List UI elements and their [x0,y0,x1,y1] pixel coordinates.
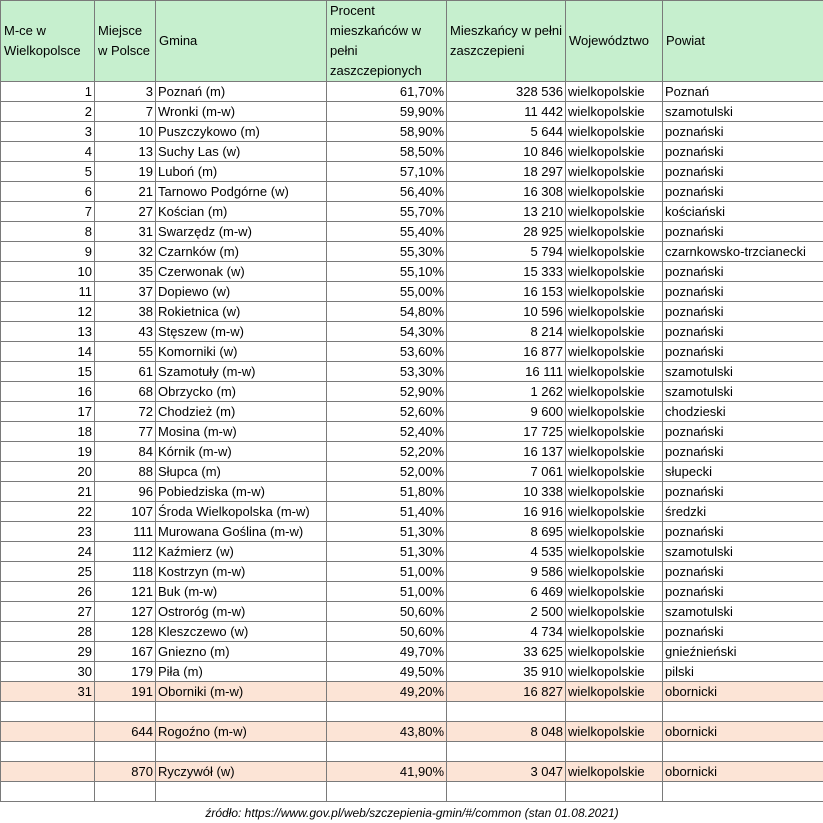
cell-gmina[interactable]: Wronki (m-w) [156,102,327,122]
cell-voivodeship[interactable]: wielkopolskie [566,502,663,522]
cell-rank-poland[interactable]: 96 [95,482,156,502]
cell-voivodeship[interactable]: wielkopolskie [566,302,663,322]
cell-voivodeship[interactable]: wielkopolskie [566,102,663,122]
table-row [1,322,823,342]
cell-rank-wielkopolska[interactable] [1,762,95,782]
cell-percent[interactable] [327,702,447,722]
cell-percent[interactable] [327,742,447,762]
cell-county[interactable] [663,742,823,762]
cell-county[interactable]: poznański [663,262,823,282]
cell-county[interactable]: średzki [663,502,823,522]
cell-rank-poland[interactable]: 112 [95,542,156,562]
cell-percent[interactable]: 41,90% [327,762,447,782]
blank-row [1,782,823,802]
cell-voivodeship[interactable]: wielkopolskie [566,82,663,102]
cell-rank-poland[interactable]: 3 [95,82,156,102]
cell-rank-wielkopolska[interactable]: 3 [1,122,95,142]
cell-percent[interactable]: 59,90% [327,102,447,122]
table-row [1,582,823,602]
table-row [1,182,823,202]
cell-percent[interactable]: 56,40% [327,182,447,202]
cell-voivodeship[interactable]: wielkopolskie [566,562,663,582]
cell-percent[interactable]: 55,00% [327,282,447,302]
cell-percent[interactable]: 55,40% [327,222,447,242]
cell-vaccinated[interactable]: 10 596 [447,302,566,322]
header-county[interactable]: Powiat [663,1,823,82]
cell-gmina[interactable]: Murowana Goślina (m-w) [156,522,327,542]
cell-percent[interactable]: 49,50% [327,662,447,682]
cell-county[interactable]: chodzieski [663,402,823,422]
cell-gmina[interactable]: Słupca (m) [156,462,327,482]
table-row [1,282,823,302]
cell-gmina[interactable]: Kaźmierz (w) [156,542,327,562]
cell-county[interactable]: poznański [663,562,823,582]
cell-gmina[interactable]: Stęszew (m-w) [156,322,327,342]
table-row [1,262,823,282]
cell-rank-poland[interactable]: 21 [95,182,156,202]
cell-gmina[interactable]: Szamotuły (m-w) [156,362,327,382]
cell-vaccinated[interactable]: 10 338 [447,482,566,502]
cell-vaccinated[interactable]: 13 210 [447,202,566,222]
cell-county[interactable] [663,782,823,802]
cell-voivodeship[interactable]: wielkopolskie [566,722,663,742]
cell-gmina[interactable]: Czarnków (m) [156,242,327,262]
cell-voivodeship[interactable] [566,782,663,802]
cell-county[interactable]: poznański [663,162,823,182]
cell-vaccinated[interactable]: 8 048 [447,722,566,742]
cell-county[interactable]: poznański [663,442,823,462]
cell-rank-poland[interactable]: 38 [95,302,156,322]
cell-vaccinated[interactable] [447,782,566,802]
cell-voivodeship[interactable]: wielkopolskie [566,462,663,482]
cell-rank-poland[interactable]: 179 [95,662,156,682]
header-vaccinated[interactable]: Mieszkańcy w pełni zaszczepieni [447,1,566,82]
cell-vaccinated[interactable]: 4 734 [447,622,566,642]
cell-gmina[interactable]: Kościan (m) [156,202,327,222]
cell-rank-wielkopolska[interactable]: 25 [1,562,95,582]
table-row [1,242,823,262]
table-body [1,82,823,802]
table-row [1,722,823,742]
table-row [1,382,823,402]
cell-voivodeship[interactable]: wielkopolskie [566,422,663,442]
cell-county[interactable]: Poznań [663,82,823,102]
cell-rank-poland[interactable]: 61 [95,362,156,382]
table-row [1,482,823,502]
cell-voivodeship[interactable] [566,742,663,762]
cell-gmina[interactable]: Pobiedziska (m-w) [156,482,327,502]
cell-voivodeship[interactable]: wielkopolskie [566,142,663,162]
cell-gmina[interactable]: Puszczykowo (m) [156,122,327,142]
cell-county[interactable]: poznański [663,282,823,302]
cell-rank-wielkopolska[interactable]: 23 [1,522,95,542]
cell-rank-wielkopolska[interactable] [1,722,95,742]
cell-percent[interactable]: 55,70% [327,202,447,222]
cell-rank-poland[interactable]: 37 [95,282,156,302]
cell-rank-wielkopolska[interactable]: 17 [1,402,95,422]
cell-vaccinated[interactable]: 16 827 [447,682,566,702]
cell-gmina[interactable]: Czerwonak (w) [156,262,327,282]
cell-county[interactable]: szamotulski [663,542,823,562]
cell-percent[interactable] [327,782,447,802]
cell-rank-poland[interactable]: 84 [95,442,156,462]
cell-percent[interactable]: 53,30% [327,362,447,382]
cell-percent[interactable]: 52,40% [327,422,447,442]
cell-gmina[interactable]: Ostroróg (m-w) [156,602,327,622]
cell-rank-wielkopolska[interactable]: 26 [1,582,95,602]
table-row [1,462,823,482]
table-row [1,562,823,582]
cell-voivodeship[interactable]: wielkopolskie [566,582,663,602]
cell-county[interactable]: szamotulski [663,382,823,402]
cell-gmina[interactable]: Buk (m-w) [156,582,327,602]
cell-vaccinated[interactable]: 35 910 [447,662,566,682]
table-row [1,602,823,622]
cell-vaccinated[interactable]: 5 794 [447,242,566,262]
cell-voivodeship[interactable]: wielkopolskie [566,602,663,622]
cell-vaccinated[interactable]: 16 153 [447,282,566,302]
cell-percent[interactable]: 49,70% [327,642,447,662]
cell-gmina[interactable]: Mosina (m-w) [156,422,327,442]
cell-rank-poland[interactable]: 644 [95,722,156,742]
cell-county[interactable]: czarnkowsko-trzcianecki [663,242,823,262]
cell-gmina[interactable]: Obrzycko (m) [156,382,327,402]
cell-voivodeship[interactable]: wielkopolskie [566,162,663,182]
cell-voivodeship[interactable] [566,702,663,722]
cell-voivodeship[interactable]: wielkopolskie [566,622,663,642]
cell-rank-wielkopolska[interactable]: 16 [1,382,95,402]
cell-rank-wielkopolska[interactable]: 20 [1,462,95,482]
cell-voivodeship[interactable]: wielkopolskie [566,642,663,662]
cell-percent[interactable]: 58,90% [327,122,447,142]
cell-county[interactable]: szamotulski [663,362,823,382]
cell-gmina[interactable]: Kostrzyn (m-w) [156,562,327,582]
cell-percent[interactable]: 51,00% [327,562,447,582]
cell-percent[interactable]: 50,60% [327,622,447,642]
blank-row [1,742,823,762]
cell-vaccinated[interactable]: 7 061 [447,462,566,482]
cell-voivodeship[interactable]: wielkopolskie [566,362,663,382]
cell-rank-poland[interactable]: 121 [95,582,156,602]
header-row [1,1,823,82]
cell-county[interactable]: poznański [663,522,823,542]
cell-percent[interactable]: 55,10% [327,262,447,282]
cell-gmina[interactable]: Chodzież (m) [156,402,327,422]
cell-rank-wielkopolska[interactable]: 31 [1,682,95,702]
cell-rank-poland[interactable] [95,742,156,762]
cell-gmina[interactable]: Tarnowo Podgórne (w) [156,182,327,202]
cell-rank-wielkopolska[interactable] [1,702,95,722]
cell-rank-poland[interactable]: 111 [95,522,156,542]
table-row [1,122,823,142]
cell-rank-wielkopolska[interactable]: 29 [1,642,95,662]
cell-percent[interactable]: 52,60% [327,402,447,422]
source-row [1,802,823,823]
cell-vaccinated[interactable]: 8 695 [447,522,566,542]
cell-county[interactable]: poznański [663,422,823,442]
cell-gmina[interactable]: Środa Wielkopolska (m-w) [156,502,327,522]
cell-rank-wielkopolska[interactable]: 30 [1,662,95,682]
cell-vaccinated[interactable]: 4 535 [447,542,566,562]
cell-gmina[interactable]: Poznań (m) [156,82,327,102]
cell-county[interactable]: poznański [663,182,823,202]
cell-county[interactable]: poznański [663,222,823,242]
cell-rank-poland[interactable]: 35 [95,262,156,282]
cell-gmina[interactable]: Swarzędz (m-w) [156,222,327,242]
cell-rank-wielkopolska[interactable]: 13 [1,322,95,342]
cell-percent[interactable]: 54,30% [327,322,447,342]
table-row [1,82,823,102]
header-gmina[interactable]: Gmina [156,1,327,82]
cell-voivodeship[interactable]: wielkopolskie [566,322,663,342]
table-row [1,342,823,362]
cell-county[interactable]: kościański [663,202,823,222]
cell-percent[interactable]: 57,10% [327,162,447,182]
table-row [1,682,823,702]
cell-rank-poland[interactable]: 870 [95,762,156,782]
table-row [1,622,823,642]
cell-rank-poland[interactable]: 68 [95,382,156,402]
cell-voivodeship[interactable]: wielkopolskie [566,122,663,142]
cell-vaccinated[interactable]: 16 137 [447,442,566,462]
cell-vaccinated[interactable]: 18 297 [447,162,566,182]
table-row [1,162,823,182]
cell-county[interactable]: słupecki [663,462,823,482]
cell-rank-poland[interactable]: 128 [95,622,156,642]
cell-vaccinated[interactable]: 328 536 [447,82,566,102]
cell-rank-poland[interactable]: 77 [95,422,156,442]
table-row [1,102,823,122]
cell-vaccinated[interactable]: 15 333 [447,262,566,282]
cell-gmina[interactable] [156,782,327,802]
cell-vaccinated[interactable]: 6 469 [447,582,566,602]
cell-percent[interactable]: 51,80% [327,482,447,502]
header-rank-poland[interactable]: Miejsce w Polsce [95,1,156,82]
cell-voivodeship[interactable]: wielkopolskie [566,262,663,282]
table-row [1,542,823,562]
cell-voivodeship[interactable]: wielkopolskie [566,762,663,782]
cell-voivodeship[interactable]: wielkopolskie [566,182,663,202]
cell-voivodeship[interactable]: wielkopolskie [566,662,663,682]
cell-voivodeship[interactable]: wielkopolskie [566,402,663,422]
cell-rank-wielkopolska[interactable]: 8 [1,222,95,242]
cell-county[interactable]: poznański [663,302,823,322]
cell-county[interactable]: obornicki [663,762,823,782]
cell-county[interactable]: poznański [663,582,823,602]
cell-gmina[interactable] [156,702,327,722]
cell-percent[interactable]: 58,50% [327,142,447,162]
table-row [1,202,823,222]
table-row [1,762,823,782]
cell-percent[interactable]: 43,80% [327,722,447,742]
cell-rank-wielkopolska[interactable]: 5 [1,162,95,182]
cell-county[interactable]: pilski [663,662,823,682]
cell-county[interactable]: gnieźnieński [663,642,823,662]
cell-vaccinated[interactable]: 2 500 [447,602,566,622]
cell-rank-poland[interactable]: 118 [95,562,156,582]
cell-rank-wielkopolska[interactable]: 19 [1,442,95,462]
cell-rank-poland[interactable]: 13 [95,142,156,162]
table-row [1,402,823,422]
table-row [1,142,823,162]
cell-rank-wielkopolska[interactable] [1,782,95,802]
table-row [1,522,823,542]
cell-rank-poland[interactable]: 72 [95,402,156,422]
cell-rank-wielkopolska[interactable]: 2 [1,102,95,122]
cell-rank-wielkopolska[interactable]: 1 [1,82,95,102]
cell-voivodeship[interactable]: wielkopolskie [566,222,663,242]
cell-gmina[interactable]: Kleszczewo (w) [156,622,327,642]
cell-voivodeship[interactable]: wielkopolskie [566,382,663,402]
cell-voivodeship[interactable]: wielkopolskie [566,242,663,262]
cell-county[interactable]: szamotulski [663,602,823,622]
cell-vaccinated[interactable]: 9 600 [447,402,566,422]
cell-vaccinated[interactable] [447,702,566,722]
cell-rank-wielkopolska[interactable]: 21 [1,482,95,502]
cell-percent[interactable]: 52,20% [327,442,447,462]
cell-rank-wielkopolska[interactable]: 24 [1,542,95,562]
cell-gmina[interactable]: Rokietnica (w) [156,302,327,322]
cell-gmina[interactable]: Gniezno (m) [156,642,327,662]
cell-vaccinated[interactable]: 5 644 [447,122,566,142]
cell-rank-poland[interactable]: 55 [95,342,156,362]
cell-voivodeship[interactable]: wielkopolskie [566,202,663,222]
cell-gmina[interactable]: Oborniki (m-w) [156,682,327,702]
cell-county[interactable]: poznański [663,122,823,142]
cell-vaccinated[interactable]: 33 625 [447,642,566,662]
table-row [1,642,823,662]
cell-gmina[interactable]: Piła (m) [156,662,327,682]
header-voivodeship[interactable]: Województwo [566,1,663,82]
cell-vaccinated[interactable]: 11 442 [447,102,566,122]
cell-vaccinated[interactable]: 10 846 [447,142,566,162]
cell-vaccinated[interactable]: 16 111 [447,362,566,382]
cell-voivodeship[interactable]: wielkopolskie [566,482,663,502]
cell-county[interactable]: poznański [663,322,823,342]
cell-percent[interactable]: 52,90% [327,382,447,402]
cell-rank-wielkopolska[interactable]: 12 [1,302,95,322]
header-percent[interactable]: Procent mieszkańców w pełni zaszczepionych [327,1,447,82]
cell-rank-wielkopolska[interactable]: 22 [1,502,95,522]
cell-voivodeship[interactable]: wielkopolskie [566,682,663,702]
cell-county[interactable]: poznański [663,482,823,502]
cell-voivodeship[interactable]: wielkopolskie [566,282,663,302]
cell-rank-poland[interactable]: 107 [95,502,156,522]
cell-percent[interactable]: 50,60% [327,602,447,622]
cell-rank-poland[interactable]: 7 [95,102,156,122]
cell-percent[interactable]: 51,00% [327,582,447,602]
cell-rank-poland[interactable] [95,702,156,722]
header-rank-wielkopolska[interactable]: M-ce w Wielkopolsce [1,1,95,82]
table-row [1,422,823,442]
cell-gmina[interactable]: Rogoźno (m-w) [156,722,327,742]
cell-gmina[interactable]: Dopiewo (w) [156,282,327,302]
cell-rank-poland[interactable]: 88 [95,462,156,482]
cell-rank-wielkopolska[interactable]: 14 [1,342,95,362]
cell-county[interactable]: poznański [663,342,823,362]
cell-percent[interactable]: 51,30% [327,522,447,542]
blank-row [1,702,823,722]
cell-rank-wielkopolska[interactable]: 11 [1,282,95,302]
cell-vaccinated[interactable]: 16 916 [447,502,566,522]
cell-vaccinated[interactable]: 16 877 [447,342,566,362]
cell-vaccinated[interactable]: 28 925 [447,222,566,242]
cell-rank-wielkopolska[interactable]: 7 [1,202,95,222]
table-row [1,222,823,242]
cell-gmina[interactable]: Komorniki (w) [156,342,327,362]
cell-rank-poland[interactable]: 167 [95,642,156,662]
cell-percent[interactable]: 55,30% [327,242,447,262]
cell-vaccinated[interactable]: 8 214 [447,322,566,342]
cell-county[interactable] [663,702,823,722]
cell-county[interactable]: obornicki [663,682,823,702]
cell-rank-poland[interactable]: 43 [95,322,156,342]
table-row [1,362,823,382]
cell-rank-wielkopolska[interactable]: 28 [1,622,95,642]
cell-gmina[interactable]: Suchy Las (w) [156,142,327,162]
cell-gmina[interactable]: Ryczywół (w) [156,762,327,782]
cell-gmina[interactable]: Luboń (m) [156,162,327,182]
cell-rank-poland[interactable]: 27 [95,202,156,222]
cell-rank-wielkopolska[interactable] [1,742,95,762]
source-note: źródło: https://www.gov.pl/web/szczepienia-gmin/#/common (stan 01.08.2021) [1,802,823,823]
cell-rank-poland[interactable]: 32 [95,242,156,262]
cell-percent[interactable]: 51,40% [327,502,447,522]
table-row [1,502,823,522]
cell-percent[interactable]: 52,00% [327,462,447,482]
cell-vaccinated[interactable]: 17 725 [447,422,566,442]
cell-percent[interactable]: 54,80% [327,302,447,322]
cell-rank-poland[interactable]: 10 [95,122,156,142]
cell-voivodeship[interactable]: wielkopolskie [566,542,663,562]
cell-county[interactable]: poznański [663,622,823,642]
cell-rank-poland[interactable]: 127 [95,602,156,622]
cell-percent[interactable]: 49,20% [327,682,447,702]
cell-percent[interactable]: 53,60% [327,342,447,362]
cell-gmina[interactable]: Kórnik (m-w) [156,442,327,462]
cell-gmina[interactable] [156,742,327,762]
cell-rank-wielkopolska[interactable]: 27 [1,602,95,622]
cell-rank-poland[interactable]: 191 [95,682,156,702]
table-row [1,302,823,322]
cell-rank-poland[interactable]: 31 [95,222,156,242]
cell-county[interactable]: szamotulski [663,102,823,122]
cell-vaccinated[interactable] [447,742,566,762]
cell-rank-wielkopolska[interactable]: 15 [1,362,95,382]
cell-rank-wielkopolska[interactable]: 18 [1,422,95,442]
cell-rank-wielkopolska[interactable]: 4 [1,142,95,162]
cell-percent[interactable]: 51,30% [327,542,447,562]
cell-county[interactable]: obornicki [663,722,823,742]
cell-voivodeship[interactable]: wielkopolskie [566,522,663,542]
cell-rank-wielkopolska[interactable]: 6 [1,182,95,202]
cell-percent[interactable]: 61,70% [327,82,447,102]
cell-rank-wielkopolska[interactable]: 9 [1,242,95,262]
cell-voivodeship[interactable]: wielkopolskie [566,342,663,362]
table-row [1,442,823,462]
cell-rank-poland[interactable]: 19 [95,162,156,182]
cell-vaccinated[interactable]: 1 262 [447,382,566,402]
cell-county[interactable]: poznański [663,142,823,162]
cell-voivodeship[interactable]: wielkopolskie [566,442,663,462]
cell-vaccinated[interactable]: 3 047 [447,762,566,782]
cell-rank-poland[interactable] [95,782,156,802]
cell-vaccinated[interactable]: 9 586 [447,562,566,582]
table-row [1,662,823,682]
cell-rank-wielkopolska[interactable]: 10 [1,262,95,282]
cell-vaccinated[interactable]: 16 308 [447,182,566,202]
